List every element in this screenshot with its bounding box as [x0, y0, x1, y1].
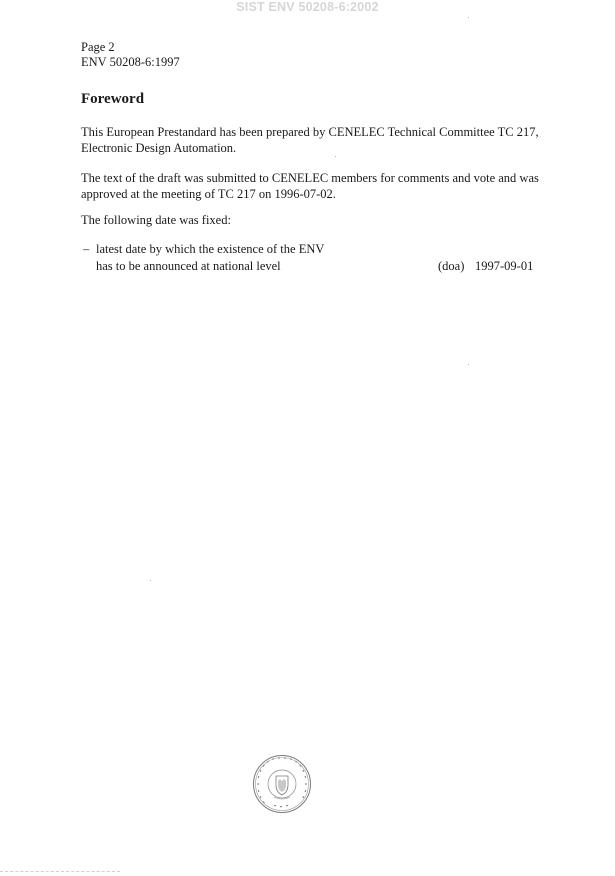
date-item-description [96, 241, 396, 275]
scan-speck [468, 17, 469, 18]
scan-speck [150, 580, 151, 581]
date-item-line-1: latest date by which the existence of the ENV [96, 242, 325, 256]
watermark: SIST ENV 50208-6:2002 [236, 0, 379, 14]
dash-bullet: – [83, 242, 90, 256]
date-item-line-2: has to be announced at national level [96, 259, 281, 273]
date-item-value: 1997-09-01 [475, 259, 534, 273]
section-heading: Foreword [81, 91, 145, 107]
scan-edge-line [0, 871, 120, 872]
paragraph-draft-approval: The text of the draft was submitted to CENELEC members for comments and vote and was approved at the meeting of TC 217 on 1996-07-02. [81, 171, 539, 201]
date-item-tag: (doa) [438, 259, 465, 273]
scan-speck [468, 364, 469, 365]
page-header [81, 40, 180, 70]
scan-speck [335, 156, 336, 157]
paragraph-date-fixed: The following date was fixed: [81, 213, 231, 227]
page-number: Page 2 [81, 40, 115, 54]
document-id: ENV 50208-6:1997 [81, 55, 180, 69]
paragraph-prepared-by: This European Prestandard has been prepared by CENELEC Technical Committee TC 217, Electronic Design Automation. [81, 125, 539, 155]
official-seal-icon [252, 754, 312, 814]
